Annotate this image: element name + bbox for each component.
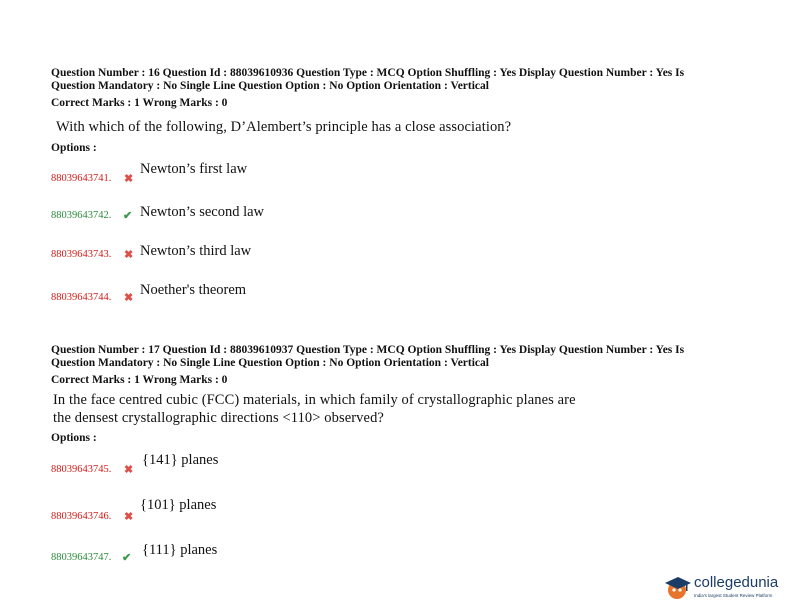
collegedunia-logo: [664, 572, 786, 604]
check-mark-icon: ✔: [122, 552, 132, 564]
option-text: {141} planes: [142, 452, 219, 468]
option-text: {111} planes: [142, 542, 218, 558]
question-text: the densest crystallographic directions <110> observed?: [53, 410, 384, 426]
question-marks: Correct Marks : 1 Wrong Marks : 0: [51, 374, 228, 386]
wrong-mark-icon: ✖: [124, 511, 134, 523]
wrong-mark-icon: ✖: [124, 173, 134, 185]
option-text: Newton’s second law: [140, 204, 265, 220]
option-id: 88039643747.: [51, 552, 112, 563]
question-meta-line: Question Mandatory : No Single Line Question Option : No Option Orientation : Vertical: [51, 80, 489, 92]
question-marks: Correct Marks : 1 Wrong Marks : 0: [51, 97, 228, 109]
question-meta-line: Question Number : 16 Question Id : 88039610936 Question Type : MCQ Option Shuffling : Yes Display Question Number : Yes Is: [51, 67, 685, 79]
options-label: Options :: [51, 432, 97, 444]
option-text: Noether's theorem: [140, 282, 247, 298]
option-text: Newton’s first law: [140, 161, 248, 177]
question-text: In the face centred cubic (FCC) materials, in which family of crystallographic planes are: [53, 392, 576, 408]
option-text: Newton’s third law: [140, 243, 252, 259]
option-id: 88039643746.: [51, 511, 112, 522]
logo-wordmark: collegedunia: [694, 574, 779, 591]
options-label: Options :: [51, 142, 97, 154]
option-id: 88039643743.: [51, 249, 112, 260]
option-id: 88039643745.: [51, 464, 112, 475]
wrong-mark-icon: ✖: [124, 464, 134, 476]
logo-tagline: India's largest Student Review Platform: [694, 593, 773, 598]
option-id: 88039643742.: [51, 210, 112, 221]
check-mark-icon: ✔: [123, 210, 133, 222]
question-meta-line: Question Mandatory : No Single Line Question Option : No Option Orientation : Vertical: [51, 357, 489, 369]
option-text: {101} planes: [140, 497, 217, 513]
option-id: 88039643741.: [51, 173, 112, 184]
wrong-mark-icon: ✖: [124, 249, 134, 261]
wrong-mark-icon: ✖: [124, 292, 134, 304]
question-text: With which of the following, D’Alembert’s principle has a close association?: [56, 119, 512, 135]
question-meta-line: Question Number : 17 Question Id : 88039610937 Question Type : MCQ Option Shuffling : Yes Display Question Number : Yes Is: [51, 344, 685, 356]
option-id: 88039643744.: [51, 292, 112, 303]
graduation-cap-icon: [664, 574, 692, 602]
